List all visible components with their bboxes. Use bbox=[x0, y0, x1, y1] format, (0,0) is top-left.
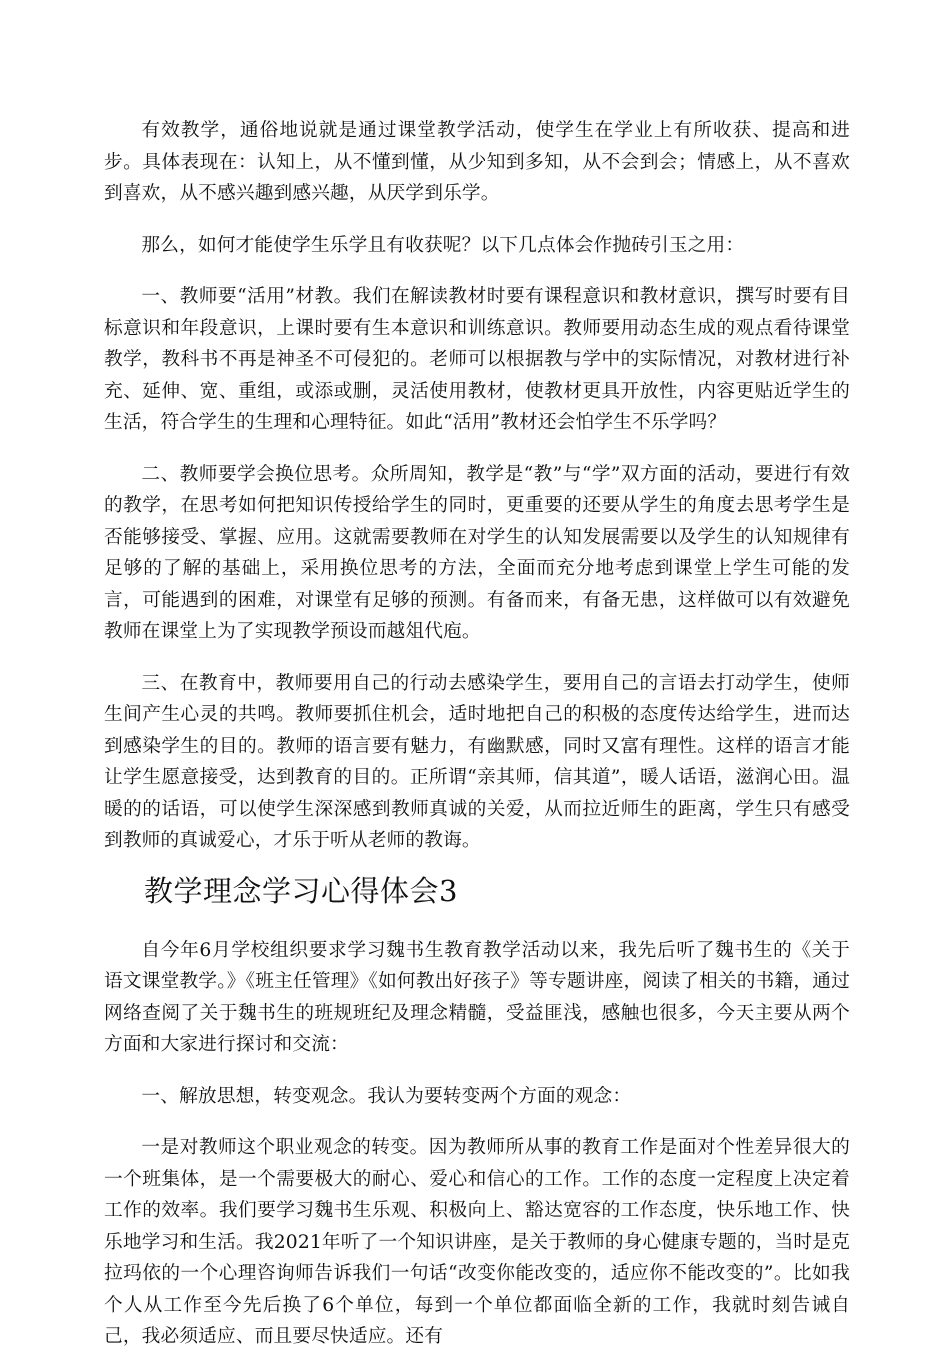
paragraph-point-two: 二、教师要学会换位思考。众所周知，教学是“教”与“学”双方面的活动，要进行有效的教学，在思考如何把知识传授给学生的同时，更重要的还要从学生的角度去思考学生是否能够接受、掌握、应用。这就需要教师在对学生的认知发展需要以及学生的认知规律有足够的了解的基础上，采用换位思考的方法，全面而充分地考虑到课堂上学生可能的发言，可能遇到的困难，对课堂有足够的预测。有备而来，有备无患，这样做可以有效避免教师在课堂上为了实现教学预设而越俎代庖。 bbox=[104, 463, 850, 642]
paragraph-point-one: 一、教师要“活用”材教。我们在解读教材时要有课程意识和教材意识，撰写时要有目标意识和年段意识，上课时要有生本意识和训练意识。教师要用动态生成的观点看待课堂教学，教科书不再是神圣不可侵犯的。老师可以根据教与学中的实际情况，对教材进行补充、延伸、宽、重组，或添或删，灵活使用教材，使教材更具开放性，内容更贴近学生的生活，符合学生的生理和心理特征。如此“活用”教材还会怕学生不乐学吗？ bbox=[104, 286, 850, 433]
paragraph-gap bbox=[104, 439, 850, 459]
paragraph-point-three: 三、在教育中，教师要用自己的行动去感染学生，要用自己的言语去打动学生，使师生间产生心灵的共鸣。教师要抓住机会，适时地把自己的积极的态度传达给学生，进而达到感染学生的目的。教师的语言要有魅力，有幽默感，同时又富有理性。这样的语言才能让学生愿意接受，达到教育的目的。正所谓“亲其师，信其道”，暖人话语，滋润心田。温暖的的话语，可以使学生深深感到教师真诚的关爱，从而拉近师生的距离，学生只有感受到教师的真诚爱心，才乐于听从老师的教诲。 bbox=[104, 672, 850, 851]
paragraph-gap bbox=[104, 210, 850, 230]
heading-gap bbox=[104, 911, 850, 935]
paragraph-gap bbox=[104, 1112, 850, 1132]
paragraph-effective-teaching: 有效教学，通俗地说就是通过课堂教学活动，使学生在学业上有所收获、提高和进步。具体表现在：认知上，从不懂到懂，从少知到多知，从不会到会；情感上，从不喜欢到喜欢，从不感兴趣到感兴趣，从厌学到乐学。 bbox=[104, 120, 850, 204]
paragraph-gap bbox=[104, 261, 850, 281]
document-body bbox=[104, 115, 850, 1353]
paragraph-profession-view: 一是对教师这个职业观念的转变。因为教师所从事的教育工作是面对个性差异很大的一个班集体，是一个需要极大的耐心、爱心和信心的工作。工作的态度一定程度上决定着工作的效率。我们要学习魏书生乐观、积极向上、豁达宽容的工作态度，快乐地工作、快乐地学习和生活。我2021年听了一个知识讲座，是关于教师的身心健康专题的，当时是克拉玛依的一个心理咨询师告诉我们一句话“改变你能改变的，适应你不能改变的”。比如我个人从工作至今先后换了6个单位，每到一个单位都面临全新的工作，我就时刻告诫自己，我必须适应、而且要尽快适应。还有 bbox=[104, 1137, 850, 1347]
paragraph-gap bbox=[104, 1061, 850, 1081]
paragraph-question: 那么，如何才能使学生乐学且有收获呢？以下几点体会作抛砖引玉之用： bbox=[141, 234, 745, 256]
paragraph-gap bbox=[104, 648, 850, 668]
section-heading: 教学理念学习心得体会3 bbox=[144, 873, 458, 908]
paragraph-intro: 自今年6月学校组织要求学习魏书生教育教学活动以来，我先后听了魏书生的《关于语文课堂教学。》《班主任管理》《如何教出好孩子》等专题讲座，阅读了相关的书籍，通过网络查阅了关于魏书生的班规班纪及理念精髓，受益匪浅，感触也很多，今天主要从两个方面和大家进行探讨和交流： bbox=[104, 939, 850, 1055]
paragraph-liberate-thinking: 一、解放思想，转变观念。我认为要转变两个方面的观念： bbox=[141, 1085, 632, 1107]
heading-gap bbox=[104, 857, 850, 871]
